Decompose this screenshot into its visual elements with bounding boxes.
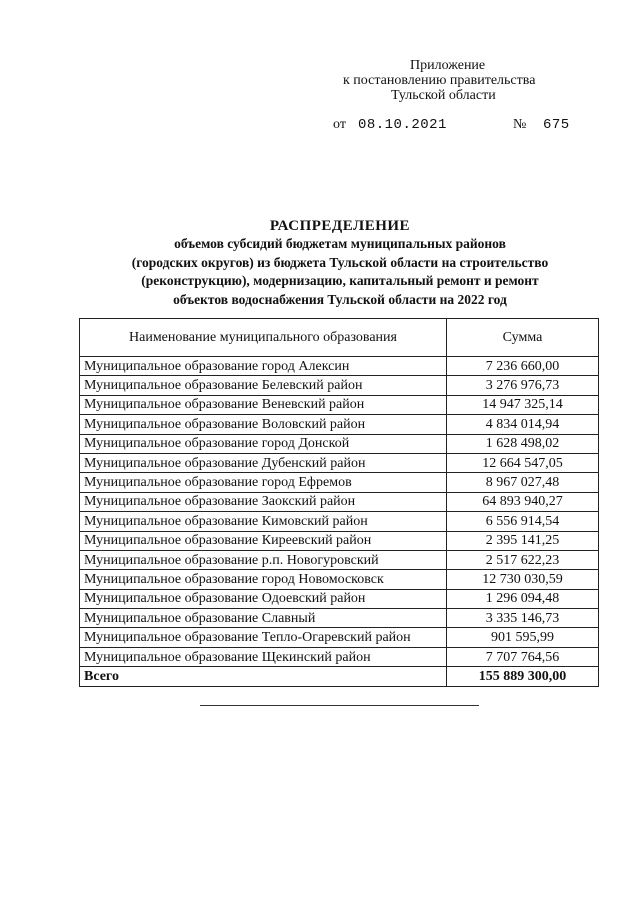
row-name: Муниципальное образование Тепло-Огаревский район: [80, 628, 447, 647]
row-sum: 7 707 764,56: [447, 647, 599, 666]
row-sum: 3 276 976,73: [447, 376, 599, 395]
document-heading: [80, 218, 600, 309]
appendix-label: Приложение: [410, 58, 486, 73]
row-name: Муниципальное образование Заокский район: [80, 492, 447, 511]
table-row: [80, 550, 599, 569]
table-row: [80, 376, 599, 395]
row-sum: 12 664 547,05: [447, 453, 599, 472]
row-sum: 1 296 094,48: [447, 589, 599, 608]
appendix-region: Тульской области: [391, 88, 496, 103]
table-row: [80, 492, 599, 511]
row-name: Муниципальное образование Белевский район: [80, 376, 447, 395]
row-sum: 1 628 498,02: [447, 434, 599, 453]
date-prefix: от: [333, 117, 346, 132]
table-row: [80, 415, 599, 434]
document-title: РАСПРЕДЕЛЕНИЕ: [269, 218, 411, 234]
table-row: [80, 473, 599, 492]
table-row: [80, 395, 599, 414]
row-name: Муниципальное образование Щекинский район: [80, 647, 447, 666]
column-header-sum: Сумма: [447, 319, 599, 357]
document-subtitle-line: (городских округов) из бюджета Тульской области на строительство: [131, 254, 549, 270]
row-name: Муниципальное образование Кимовский район: [80, 512, 447, 531]
row-sum: 14 947 325,14: [447, 395, 599, 414]
table-row: [80, 589, 599, 608]
document-subtitle-line: объектов водоснабжения Тульской области на 2022 год: [173, 291, 507, 307]
row-name: Муниципальное образование р.п. Новогуровский: [80, 550, 447, 569]
row-sum: 12 730 030,59: [447, 570, 599, 589]
row-name: Муниципальное образование Одоевский район: [80, 589, 447, 608]
document-subtitle-line: (реконструкцию), модернизацию, капитальный ремонт и ремонт: [141, 273, 539, 288]
row-sum: 2 517 622,23: [447, 550, 599, 569]
table-row: [80, 453, 599, 472]
document-subtitle-line: объемов субсидий бюджетам муниципальных районов: [174, 236, 506, 251]
table-row: [80, 434, 599, 453]
resolution-date-line: [333, 117, 570, 133]
row-name: Муниципальное образование город Алексин: [80, 357, 447, 376]
row-name: Муниципальное образование Славный: [80, 609, 447, 628]
total-row: [80, 667, 599, 686]
row-sum: 3 335 146,73: [447, 609, 599, 628]
row-sum: 901 595,99: [447, 628, 599, 647]
row-name: Муниципальное образование город Донской: [80, 434, 447, 453]
distribution-table: [79, 318, 599, 687]
row-name: Муниципальное образование Киреевский район: [80, 531, 447, 550]
resolution-date: 08.10.2021: [357, 117, 447, 133]
table-row: [80, 628, 599, 647]
row-sum: 64 893 940,27: [447, 492, 599, 511]
row-name: Муниципальное образование Воловский район: [80, 415, 447, 434]
table-row: [80, 647, 599, 666]
row-name: Муниципальное образование город Новомосковск: [80, 570, 447, 589]
row-sum: 6 556 914,54: [447, 512, 599, 531]
table-row: [80, 531, 599, 550]
row-sum: 4 834 014,94: [447, 415, 599, 434]
row-sum: 2 395 141,25: [447, 531, 599, 550]
resolution-number: 675: [543, 117, 570, 133]
row-name: Муниципальное образование Веневский район: [80, 395, 447, 414]
row-name: Муниципальное образование Дубенский район: [80, 453, 447, 472]
table-row: [80, 609, 599, 628]
table-row: [80, 357, 599, 376]
table-row: [80, 570, 599, 589]
row-sum: 8 967 027,48: [447, 473, 599, 492]
row-sum: 7 236 660,00: [447, 357, 599, 376]
appendix-resolution-ref: к постановлению правительства: [343, 73, 536, 88]
table-row: [80, 512, 599, 531]
table-header-row: [80, 319, 599, 357]
total-label: Всего: [80, 667, 447, 686]
appendix-header: [300, 58, 600, 103]
column-header-name: Наименование муниципального образования: [80, 319, 447, 357]
row-name: Муниципальное образование город Ефремов: [80, 473, 447, 492]
number-label: №: [513, 117, 527, 132]
closing-divider: [200, 705, 479, 706]
total-sum: 155 889 300,00: [447, 667, 599, 686]
